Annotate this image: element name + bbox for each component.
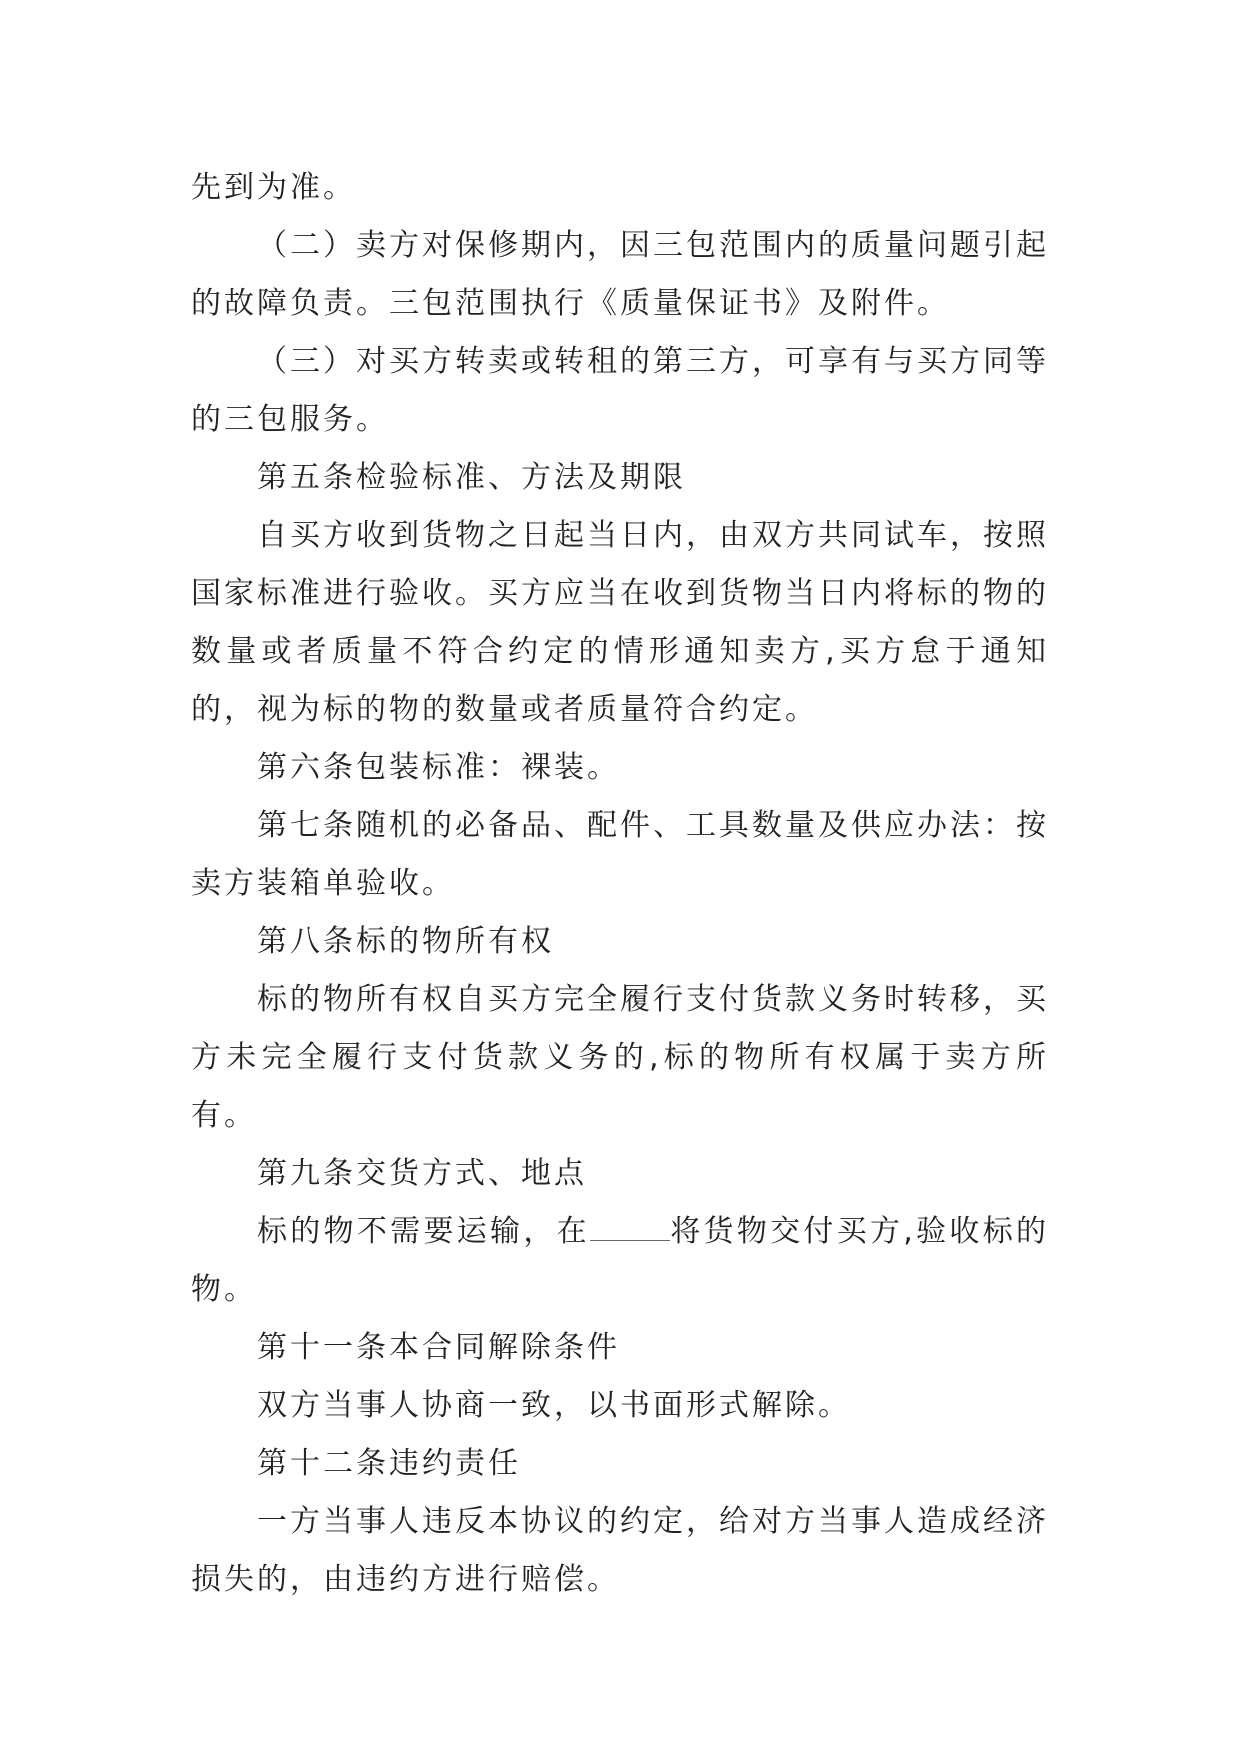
article-5-body: 自买方收到货物之日起当日内，由双方共同试车，按照国家标准进行验收。买方应当在收到货物当日内将标的物的数量或者质量不符合约定的情形通知卖方,买方怠于通知的，视为标的物的数量或者质量符合约定。	[191, 518, 1049, 727]
paragraph-third-party-service: （三）对买方转卖或转租的第三方，可享有与买方同等的三包服务。	[191, 344, 1049, 437]
article-9-body-end: 将货物交付买方,验收标的物。	[191, 1214, 1049, 1307]
article-11-body: 双方当事人协商一致，以书面形式解除。	[257, 1388, 851, 1423]
article-9-body-start: 标的物不需要运输，在	[257, 1214, 590, 1249]
document-body	[191, 159, 1049, 1609]
article-6-heading: 第六条包装标准：裸装。	[257, 750, 620, 785]
article-8-body: 标的物所有权自买方完全履行支付货款义务时转移，买方未完全履行支付货款义务的,标的物所有权属于卖方所有。	[191, 982, 1049, 1133]
article-5-heading: 第五条检验标准、方法及期限	[257, 460, 686, 495]
article-7-heading: 第七条随机的必备品、配件、工具数量及供应办法：按卖方装箱单验收。	[191, 808, 1049, 901]
article-9-body	[191, 1203, 1049, 1319]
paragraph-warranty-scope: （二）卖方对保修期内，因三包范围内的质量问题引起的故障负责。三包范围执行《质量保证书》及附件。	[191, 228, 1049, 321]
article-9-heading: 第九条交货方式、地点	[257, 1156, 587, 1191]
article-12-body: 一方当事人违反本协议的约定，给对方当事人造成经济损失的，由违约方进行赔偿。	[191, 1504, 1049, 1597]
article-8-heading: 第八条标的物所有权	[257, 924, 554, 959]
blank-field	[590, 1204, 670, 1241]
paragraph-continuation: 先到为准。	[191, 170, 356, 205]
article-12-heading: 第十二条违约责任	[257, 1446, 521, 1481]
article-11-heading: 第十一条本合同解除条件	[257, 1330, 620, 1365]
